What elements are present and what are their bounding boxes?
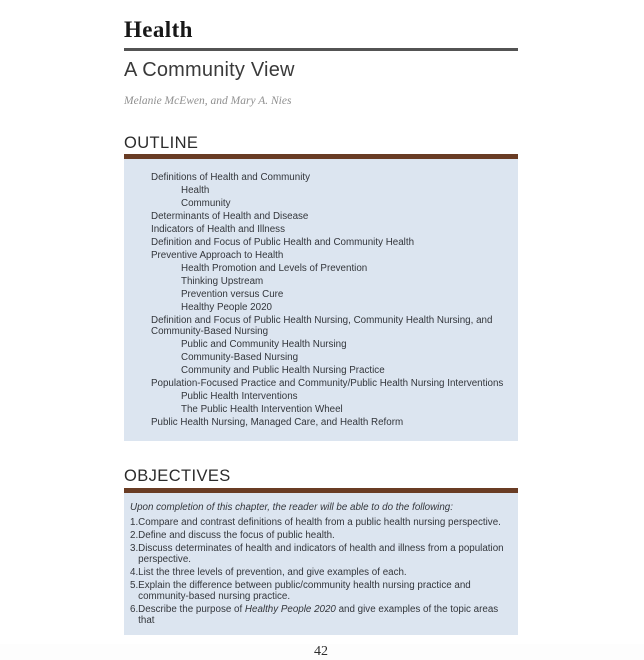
page-number: 42 [314, 643, 328, 659]
objective-item [129, 567, 504, 578]
objective-text: List the three levels of prevention, and give examples of each. [138, 566, 407, 578]
objective-item [129, 543, 504, 565]
objective-item [129, 530, 504, 541]
objective-number: 4. [130, 566, 139, 578]
objective-number: 1. [130, 516, 139, 528]
objective-item [129, 580, 504, 602]
outline-item: Definitions of Health and Community [151, 172, 311, 183]
outline-item: Public Health Interventions [181, 391, 298, 402]
objective-text: Explain the difference between public/community health nursing practice and community-based nursing practice. [138, 579, 471, 602]
objective-number: 3. [130, 542, 139, 554]
chapter-title: Health [124, 17, 193, 42]
objective-text: Compare and contrast definitions of health from a public health nursing perspective. [138, 516, 501, 528]
outline-heading: OUTLINE [124, 133, 199, 152]
outline-list [151, 172, 504, 428]
outline-item: Community [181, 198, 231, 209]
objective-text: Describe the purpose of Healthy People 2020 and give examples of the topic areas that [138, 603, 499, 626]
objective-text: Define and discuss the focus of public health. [138, 529, 335, 541]
outline-item: Health [181, 185, 210, 196]
outline-item: Indicators of Health and Illness [151, 224, 285, 235]
outline-item: Community and Public Health Nursing Practice [181, 365, 385, 376]
authors-byline: Melanie McEwen, and Mary A. Nies [124, 95, 292, 107]
page-content [124, 0, 518, 660]
outline-item: Healthy People 2020 [181, 302, 272, 313]
outline-item: Health Promotion and Levels of Prevention [181, 263, 368, 274]
objective-number: 6. [130, 603, 139, 615]
outline-item: Preventive Approach to Health [151, 250, 284, 261]
objective-item [129, 517, 504, 528]
outline-item: Determinants of Health and Disease [151, 211, 309, 222]
outline-section [124, 135, 518, 442]
outline-item: Thinking Upstream [181, 276, 264, 287]
outline-panel [124, 159, 518, 441]
outline-item: Public Health Nursing, Managed Care, and Health Reform [151, 417, 404, 428]
outline-item: Population-Focused Practice and Community/Public Health Nursing Interventions [151, 378, 504, 389]
objective-item [129, 604, 504, 626]
outline-item: Definition and Focus of Public Health Nursing, Community Health Nursing, and Community-Based Nursing [151, 315, 493, 337]
chapter-subtitle: A Community View [124, 59, 295, 81]
objective-number: 2. [130, 529, 139, 541]
outline-item: Public and Community Health Nursing [181, 339, 347, 350]
objectives-heading: OBJECTIVES [124, 467, 231, 485]
objectives-section [124, 468, 518, 635]
outline-item: Prevention versus Cure [181, 289, 284, 300]
objectives-intro: Upon completion of this chapter, the reader will be able to do the following: [130, 501, 453, 513]
outline-item: The Public Health Intervention Wheel [181, 404, 343, 415]
outline-item: Community-Based Nursing [181, 352, 299, 363]
outline-item: Definition and Focus of Public Health and Community Health [151, 237, 415, 248]
objectives-panel [124, 493, 518, 635]
title-divider [124, 48, 518, 51]
objectives-list [129, 517, 504, 626]
objective-text: Discuss determinates of health and indicators of health and illness from a population perspective. [138, 542, 504, 565]
objective-number: 5. [130, 579, 139, 591]
